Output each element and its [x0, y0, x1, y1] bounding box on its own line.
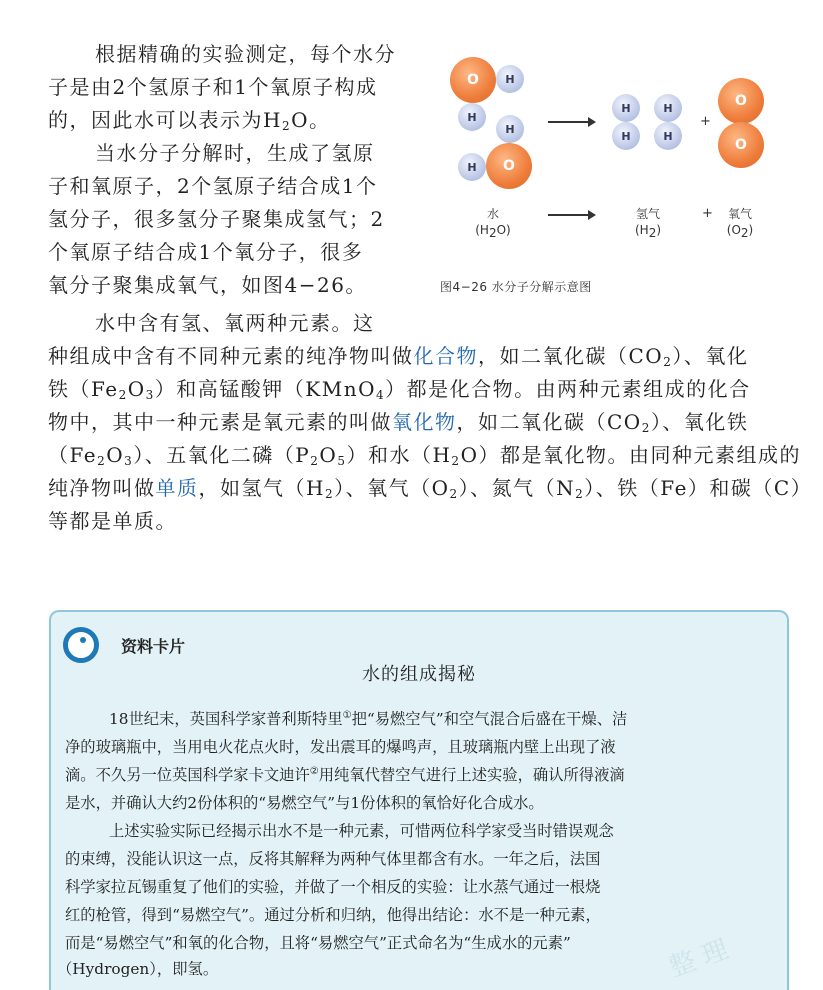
info-card-title: 水的组成揭秘 — [362, 664, 476, 685]
hydrogen-atom: H — [458, 153, 486, 181]
oxygen-atom: O — [450, 57, 496, 103]
card-paragraph-2-line5: 而是“易燃空气”和氧的化合物，且将“易燃空气”正式命名为“生成水的元素” — [65, 934, 571, 952]
hydrogen-atom: H — [612, 94, 640, 122]
paragraph-decomposition-line4: 个氧原子结合成1个氧分子，很多 — [48, 240, 364, 264]
card-paragraph-2-line3: 科学家拉瓦锡重复了他们的实验，并做了一个相反的实验：让水蒸气通过一根烧 — [65, 878, 601, 896]
paragraph-decomposition-line5: 氧分子聚集成氧气，如图4−26。 — [48, 273, 367, 297]
paragraph-elements-line5: $(Fe_2O_3)$、五氧化二磷$(P_2O_5)$和水$(H_2O)$都是氧化物。由同种元素组成的 — [48, 443, 801, 468]
paragraph-decomposition-line3: 氢分子，很多氢分子聚集成氢气；2 — [48, 207, 385, 231]
hydrogen-atom: H — [612, 122, 640, 150]
oxygen-atom: O — [718, 78, 764, 124]
figure-caption: 图4−26 水分子分解示意图 — [440, 280, 592, 294]
reaction-arrow — [548, 121, 594, 123]
paragraph-elements: 水中含有氢、氧两种元素。这 — [95, 311, 375, 335]
paragraph-elements-line7: 等都是单质。 — [48, 509, 177, 533]
label-oxygen-gas: 氧气 $(O_2)$ — [726, 207, 754, 240]
paragraph-water-molecule-line3: 的，因此水可以表示为$H_2O$。 — [48, 108, 331, 133]
paragraph-decomposition-line2: 子和氧原子，2个氢原子结合成1个 — [48, 174, 378, 198]
info-card-icon — [63, 627, 99, 663]
hydrogen-atom: H — [496, 115, 524, 143]
paragraph-elements-line3: 铁$(Fe_2O_3)$和高锰酸钾（KMnO$_4$）都是化合物。由两种元素组成的化合 — [48, 377, 751, 402]
oxygen-atom: O — [486, 143, 532, 189]
plus-sign: + — [702, 206, 713, 221]
hydrogen-atom: H — [458, 103, 486, 131]
paragraph-elements-line2: 种组成中含有不同种元素的纯净物叫做化合物，如二氧化碳$(CO_2)$、氧化 — [48, 344, 749, 369]
card-paragraph-1-line2: 净的玻璃瓶中，当用电火花点火时，发出震耳的爆鸣声，且玻璃瓶内壁上出现了液 — [65, 738, 616, 756]
label-hydrogen-gas: 氢气 $(H_2)$ — [634, 207, 662, 240]
paragraph-elements-line6: 纯净物叫做单质，如氢气$(H_2)$、氧气$(O_2)$、氮气$(N_2)$、铁（Fe）和碳（C） — [48, 476, 813, 501]
card-paragraph-2-line2: 的束缚，没能认识这一点，反将其解释为两种气体里都含有水。一年之后，法国 — [65, 850, 601, 868]
label-arrow — [548, 214, 594, 216]
watermark: 整 理 — [665, 934, 733, 984]
label-water: 水 $(H_2O)$ — [475, 207, 511, 240]
card-paragraph-2: 上述实验实际已经揭示出水不是一种元素，可惜两位科学家受当时错误观念 — [109, 822, 614, 840]
card-paragraph-1-line4: 是水，并确认大约2份体积的“易燃空气”与1份体积的氧恰好化合成水。 — [65, 794, 544, 812]
term-oxide: 氧化物 — [392, 410, 457, 434]
term-element-substance: 单质 — [155, 476, 199, 500]
hydrogen-atom: H — [654, 122, 682, 150]
info-card — [49, 610, 789, 990]
paragraph-decomposition: 当水分子分解时，生成了氢原 — [95, 141, 375, 165]
paragraph-water-molecule-line2: 子是由2个氢原子和1个氧原子构成 — [48, 75, 378, 99]
paragraph-elements-line4: 物中，其中一种元素是氧元素的叫做氧化物，如二氧化碳$(CO_2)$、氧化铁 — [48, 410, 749, 435]
card-paragraph-2-line4: 红的枪管，得到“易燃空气”。通过分析和归纳，他得出结论：水不是一种元素， — [65, 906, 601, 924]
term-compound: 化合物 — [413, 344, 478, 368]
plus-sign: + — [700, 114, 711, 129]
info-card-label: 资料卡片 — [121, 637, 186, 656]
hydrogen-atom: H — [654, 94, 682, 122]
paragraph-water-molecule: 根据精确的实验测定，每个水分 — [95, 42, 396, 66]
hydrogen-atom: H — [496, 65, 524, 93]
card-paragraph-1: 18世纪末，英国科学家普利斯特里①把“易燃空气”和空气混合后盛在干燥、洁 — [109, 709, 628, 728]
card-paragraph-1-line3: 滴。不久另一位英国科学家卡文迪许②用纯氧代替空气进行上述实验，确认所得液滴 — [65, 765, 625, 784]
card-paragraph-2-line6: （Hydrogen），即氢。 — [57, 960, 219, 978]
oxygen-atom: O — [718, 122, 764, 168]
